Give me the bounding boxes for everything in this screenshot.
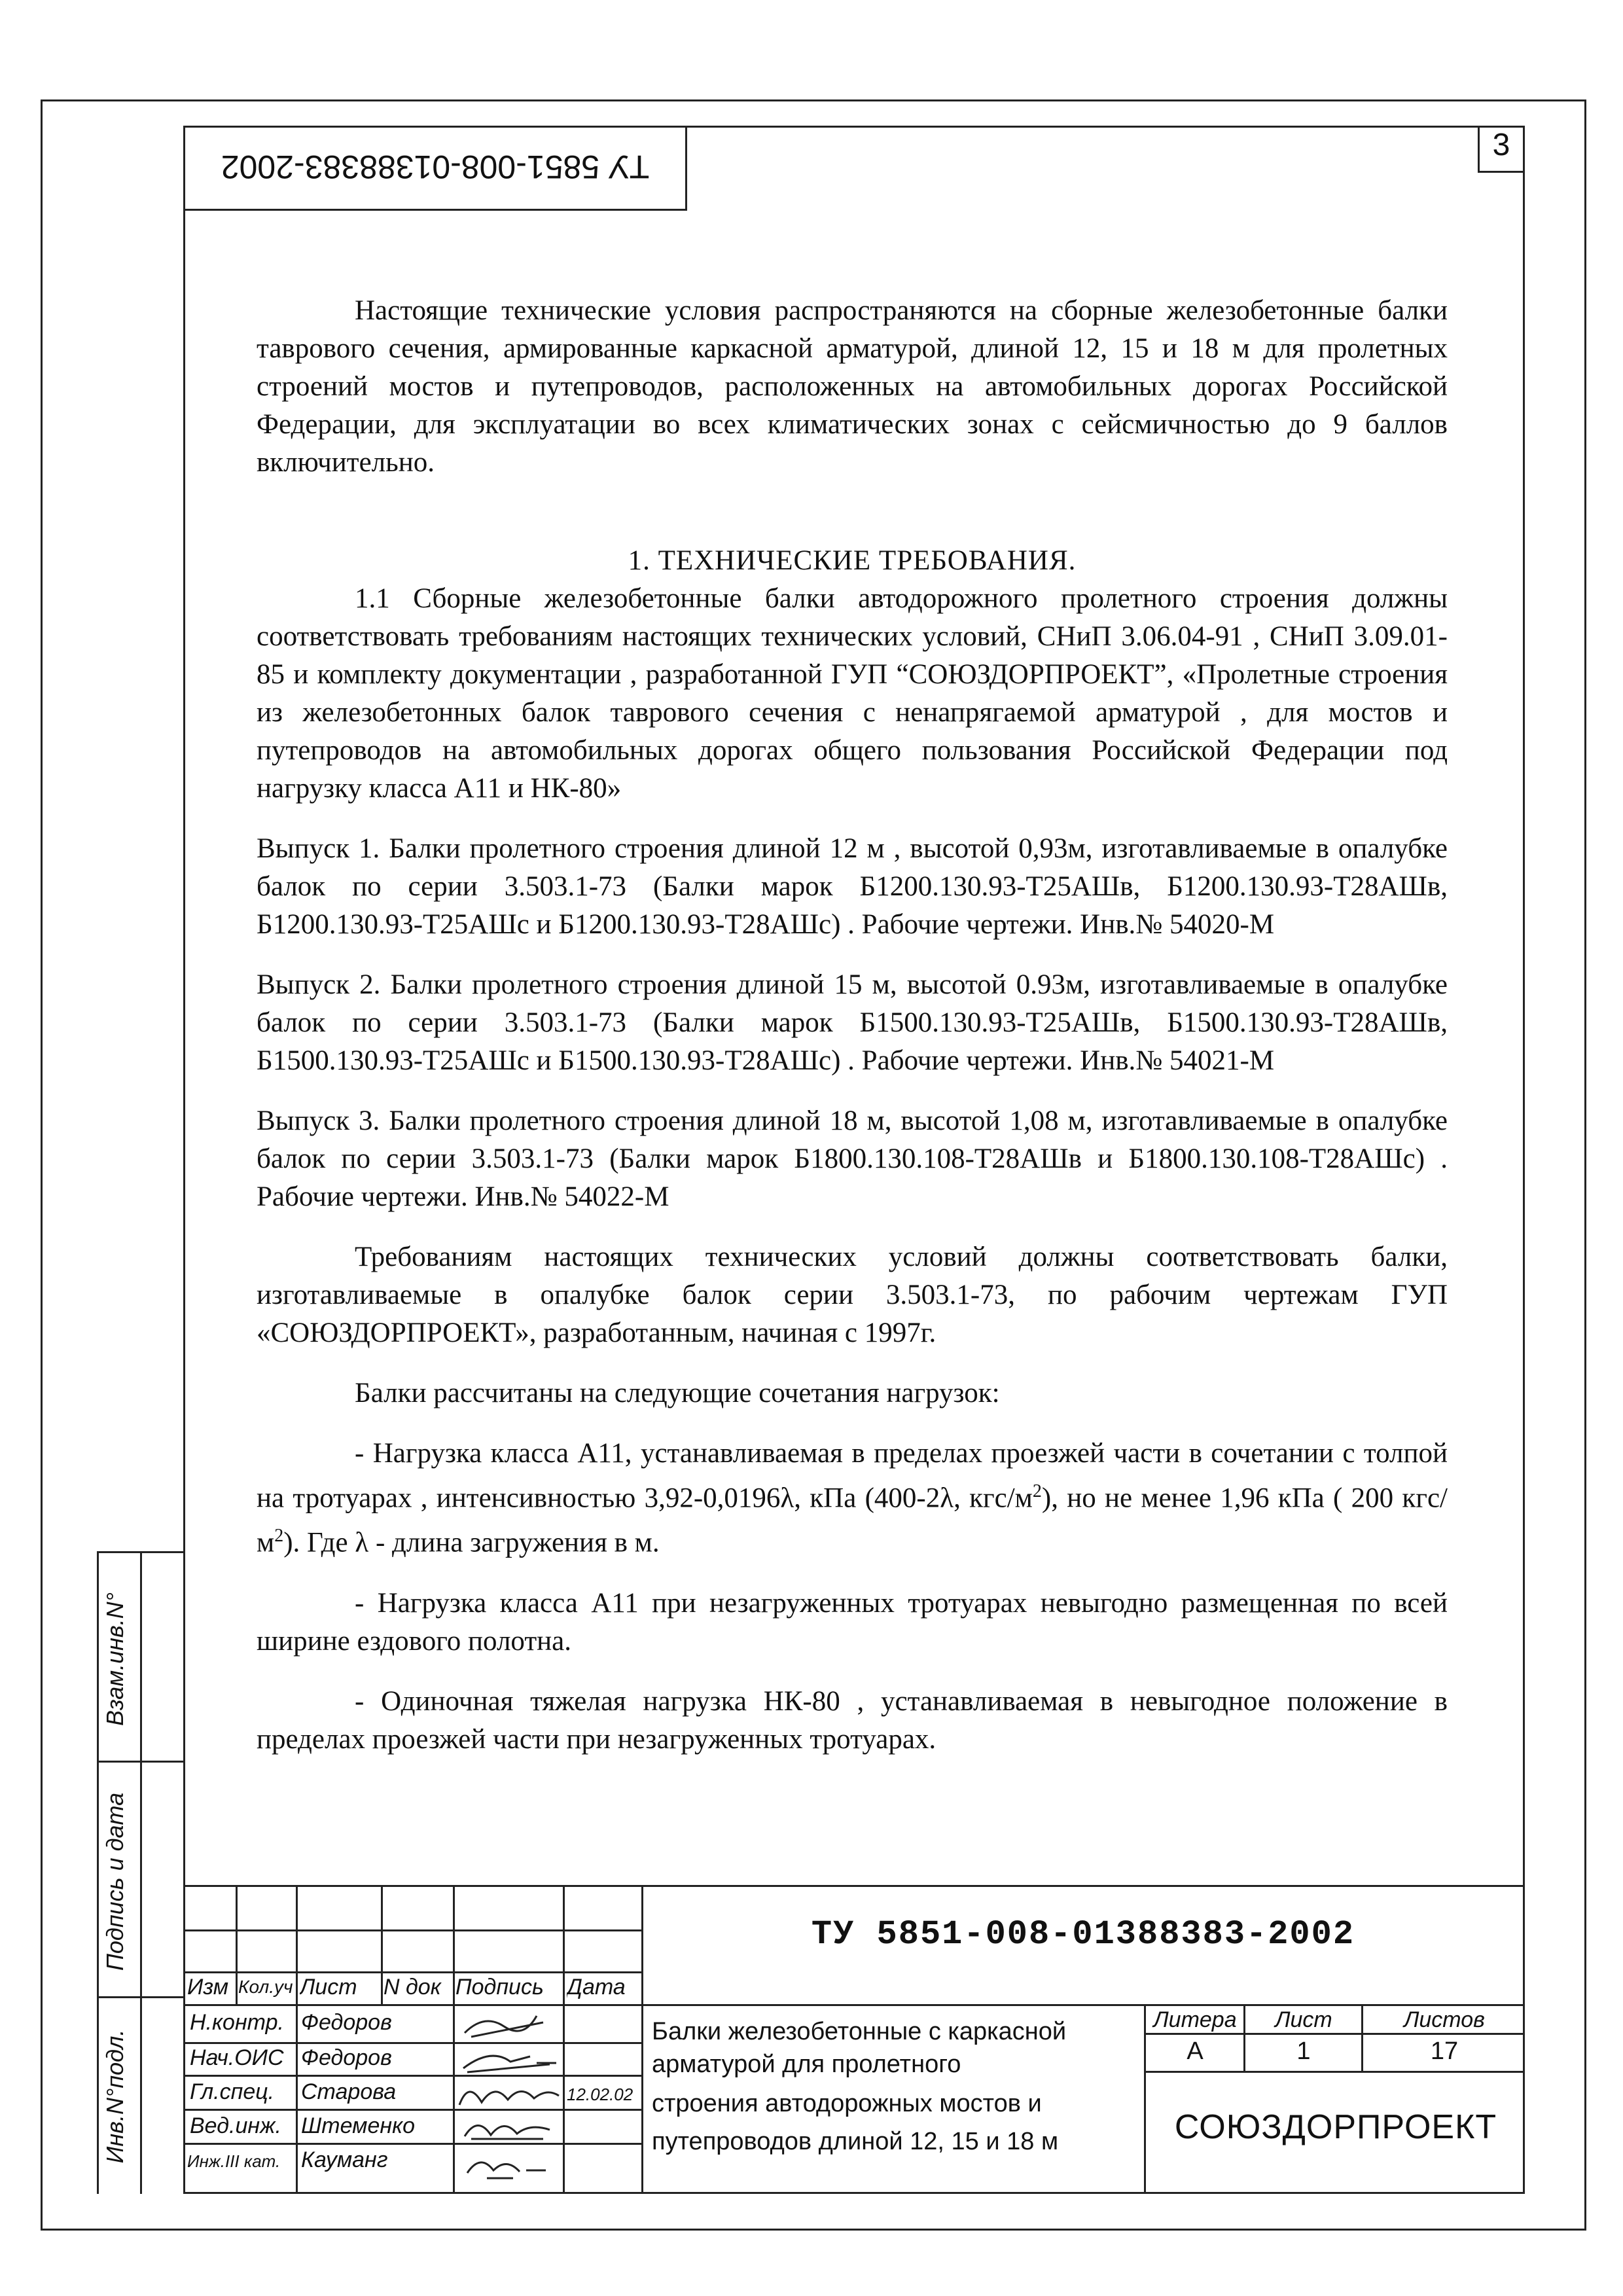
role-nach-ois: Нач.ОИС <box>190 2045 284 2070</box>
load-1-text-b: ), но не менее 1,96 кПа ( 200 кгс/м <box>257 1482 1448 1558</box>
side-label-vzam: Взам.инв.N° <box>101 1592 128 1727</box>
description-line-4: путепроводов длиной 12, 15 и 18 м <box>652 2128 1059 2155</box>
date-gl-spec: 12.02.02 <box>567 2085 633 2104</box>
document-body <box>257 292 1448 1759</box>
description-line-1: Балки железобетонные с каркасной <box>652 2018 1067 2045</box>
sheet-label: Лист <box>1275 2007 1332 2032</box>
intro-paragraph: Настоящие технические условия распространяются на сборные железобетонные балки таврового сечения, армированные каркасной арматурой, длиной 12, 15 и 18 м для пролетных строений мостов и путепроводов, расположенных на автомобильных дорогах Российской Федерации, для эксплуатации во всех климатических зонах с сейсмичностью до 9 баллов включительно. <box>257 295 1448 478</box>
load-1 <box>257 1435 1448 1562</box>
load-1-sup-1: 2 <box>1032 1481 1042 1501</box>
role-gl-spec: Гл.спец. <box>190 2079 275 2104</box>
loads-intro: Балки рассчитаны на следующие сочетания нагрузок: <box>355 1378 1000 1408</box>
side-strip <box>97 1551 183 2194</box>
load-1-text-a: - Нагрузка класса А11, устанавливаемая в пределах проезжей части в сочетании с толпой на тротуарах , интенсивностью 3,92-0,0196λ, кПа (400-2λ, кгс/м <box>257 1438 1448 1514</box>
description-line-3: строения автодорожных мостов и <box>652 2090 1042 2117</box>
col-header-koluch: Кол.уч <box>238 1977 293 1997</box>
load-1-sup-2: 2 <box>274 1526 284 1547</box>
signature-2 <box>458 2043 563 2076</box>
requirements-paragraph: Требованиям настоящих технических условий должны соответствовать балки, изготавливаемые в опалубке балок серии 3.503.1-73, по рабочим чертежам ГУП «СОЮЗДОРПРОЕКТ», разработанным, начиная с 1997г. <box>257 1242 1448 1348</box>
sheet-value: 1 <box>1296 2038 1311 2064</box>
title-block <box>183 1885 1525 2194</box>
col-header-list: Лист <box>300 1975 357 2000</box>
sheets-label: Листов <box>1404 2007 1485 2032</box>
sheets-value: 17 <box>1430 2038 1459 2064</box>
organization-name: СОЮЗДОРПРОЕКТ <box>1174 2108 1497 2146</box>
col-header-podpis: Подпись <box>455 1975 544 2000</box>
litera-value: А <box>1186 2038 1204 2064</box>
section-title: 1. ТЕХНИЧЕСКИЕ ТРЕБОВАНИЯ. <box>628 545 1077 576</box>
name-nach-ois: Федоров <box>301 2045 392 2070</box>
description-line-2: арматурой для пролетного <box>652 2051 961 2078</box>
signature-5 <box>461 2144 552 2183</box>
signature-1 <box>458 2007 556 2042</box>
name-gl-spec: Старова <box>301 2079 397 2104</box>
load-3: - Одиночная тяжелая нагрузка НК-80 , устанавливаемая в невыгодное положение в пределах проезжей части при незагруженных тротуарах. <box>257 1685 1448 1755</box>
role-n-kontr: Н.контр. <box>190 2010 284 2035</box>
header-code-mirrored: ТУ 5851-008-01388383-2002 <box>221 149 650 185</box>
issue-2: Выпуск 2. Балки пролетного строения длиной 15 м, высотой 0.93м, изготавливаемые в опалубке балок по серии 3.503.1-73 (Балки марок Б1500.130.93-Т25АШв, Б1500.130.93-Т28АШв, Б1500.130.93-Т25АШс и Б1500.130.93-Т28АШс) . Рабочие чертежи. Инв.№ 54021-М <box>257 969 1448 1076</box>
col-header-ndok: N док <box>383 1975 441 2000</box>
paragraph-1-1: 1.1 Сборные железобетонные балки автодорожного пролетного строения должны соответствовать требованиям настоящих технических условий, СНиП 3.06.04-91 , СНиП 3.09.01-85 и комплекту документации , разработанной ГУП “СОЮЗДОРПРОЕКТ”, «Пролетные строения из железобетонных балок таврового сечения с ненапрягаемой арматурой , для мостов и путепроводов на автомобильных дорогах общего пользования Российской Федерации под нагрузку класса А11 и НК-80» <box>257 583 1448 804</box>
role-inzh: Инж.III кат. <box>187 2151 281 2171</box>
side-label-inv: Инв.N°подл. <box>101 2029 128 2164</box>
issue-1: Выпуск 1. Балки пролетного строения длиной 12 м , высотой 0,93м, изготавливаемые в опалубке балок по серии 3.503.1-73 (Балки марок Б1200.130.93-Т25АШв, Б1200.130.93-Т28АШв, Б1200.130.93-Т25АШс и Б1200.130.93-Т28АШс) . Рабочие чертежи. Инв.№ 54020-М <box>257 833 1448 940</box>
col-header-data: Дата <box>567 1975 626 2000</box>
title-block-doc-code: ТУ 5851-008-01388383-2002 <box>811 1915 1355 1954</box>
name-n-kontr: Федоров <box>301 2010 392 2035</box>
signature-3 <box>455 2076 563 2110</box>
signature-4 <box>458 2110 556 2143</box>
litera-label: Литера <box>1153 2007 1237 2032</box>
load-1-text-c: ). Где λ - длина загружения в м. <box>283 1527 660 1558</box>
load-2: - Нагрузка класса А11 при незагруженных тротуарах невыгодно размещенная по всей ширине ездового полотна. <box>257 1587 1448 1657</box>
role-ved-inzh: Вед.инж. <box>190 2113 281 2138</box>
name-inzh: Кауманг <box>301 2147 388 2172</box>
side-label-podpis: Подпись и дата <box>101 1792 128 1971</box>
col-header-izm: Изм <box>187 1975 229 2000</box>
name-ved-inzh: Штеменко <box>301 2113 416 2138</box>
page-number: 3 <box>1492 128 1510 162</box>
issue-3: Выпуск 3. Балки пролетного строения длиной 18 м, высотой 1,08 м, изготавливаемые в опалубке балок по серии 3.503.1-73 (Балки марок Б1800.130.108-Т28АШв и Б1800.130.108-Т28АШс) . Рабочие чертежи. Инв.№ 54022-М <box>257 1105 1448 1212</box>
